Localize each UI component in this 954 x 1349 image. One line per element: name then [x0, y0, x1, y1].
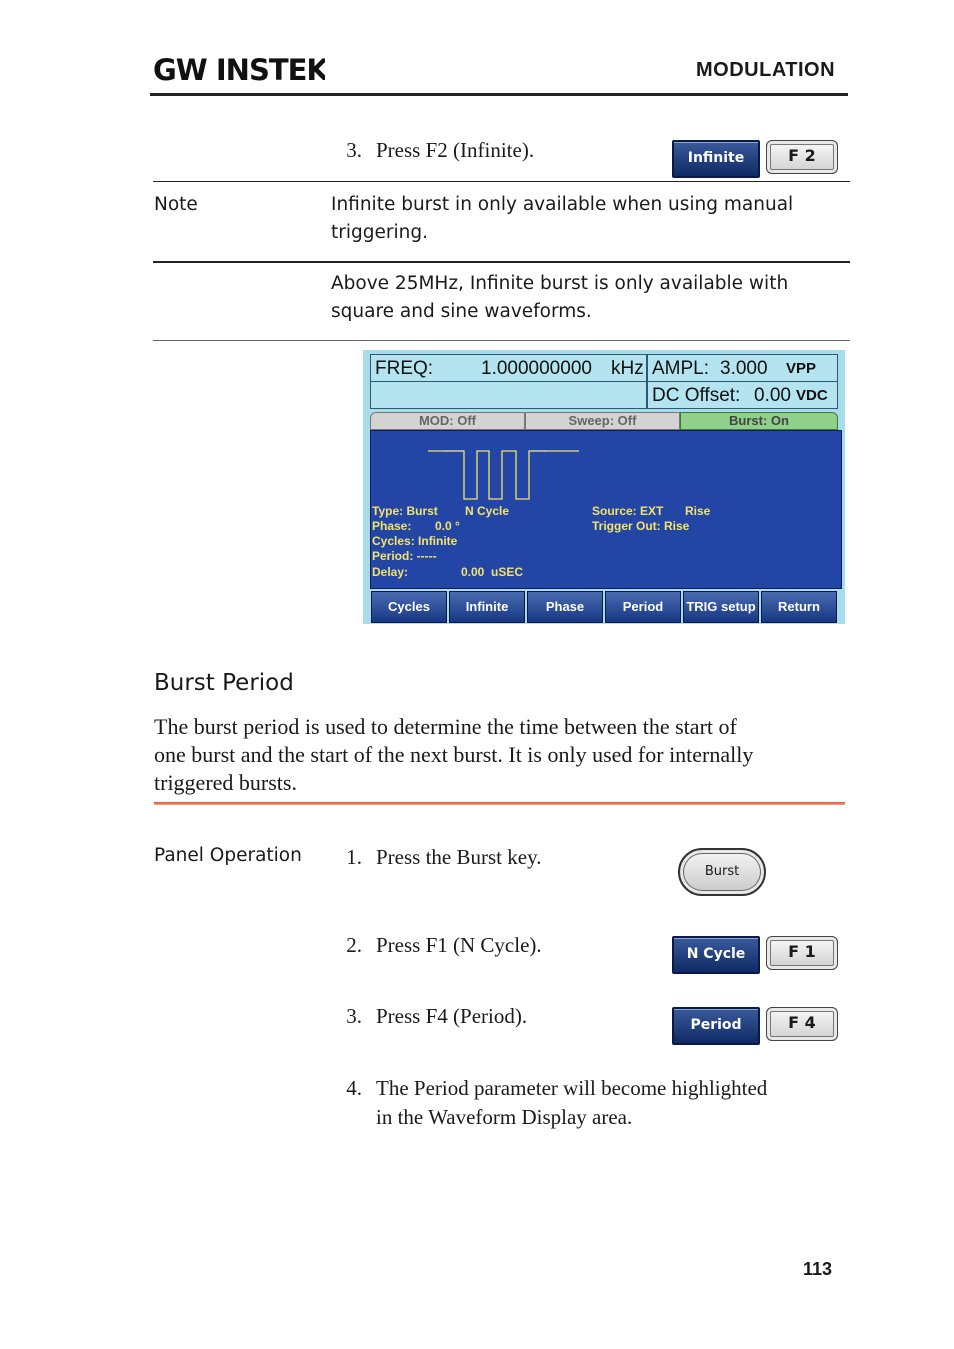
divider — [153, 181, 850, 182]
info-type: Type: Burst — [372, 504, 438, 518]
note-line: Infinite burst in only available when using manual — [331, 194, 794, 215]
info-rise: Rise — [685, 504, 711, 518]
section-rule — [154, 802, 845, 805]
section-header: MODULATION — [696, 59, 836, 81]
panel-label: Panel Operation — [154, 845, 302, 866]
step-number: 2. — [346, 933, 362, 957]
step-text: Press F4 (Period). — [376, 1004, 528, 1028]
info-source: Source: EXT — [592, 504, 664, 518]
screen-softkey-trig-setup[interactable]: TRIG setup — [683, 591, 759, 623]
step-text: Press F1 (N Cycle). — [376, 933, 542, 957]
brand-logo — [153, 54, 325, 84]
note-label: Note — [154, 194, 198, 215]
dc-value: 0.00 — [754, 385, 791, 406]
f1-key[interactable]: F 1 — [766, 936, 838, 970]
freq-unit: kHz — [611, 358, 644, 379]
period-softkey[interactable]: Period — [672, 1007, 760, 1045]
dc-offset-cell — [647, 381, 838, 409]
section-title: Burst Period — [154, 670, 294, 696]
f2-key[interactable]: F 2 — [766, 140, 838, 174]
screen-softkey-cycles[interactable]: Cycles — [371, 591, 447, 623]
step-number: 3. — [346, 1004, 362, 1028]
info-cycles: Cycles: Infinite — [372, 534, 458, 548]
f4-key[interactable]: F 4 — [766, 1007, 838, 1041]
logo-text: GW INSTEK — [153, 54, 325, 84]
step-text: in the Waveform Display area. — [376, 1105, 633, 1129]
ampl-label: AMPL: — [652, 358, 710, 379]
freq-label: FREQ: — [375, 358, 434, 379]
info-delay: Delay: — [372, 565, 409, 579]
ncycle-softkey[interactable]: N Cycle — [672, 936, 760, 974]
screen-softkey-period[interactable]: Period — [605, 591, 681, 623]
step-text: Press the Burst key. — [376, 845, 542, 869]
info-period: Period: ----- — [372, 549, 437, 563]
burst-key[interactable]: Burst — [678, 848, 766, 896]
freq-sub-cell — [370, 381, 647, 409]
freq-value: 1.000000000 — [481, 358, 592, 379]
tab-burst[interactable]: Burst: On — [680, 412, 838, 430]
info-ncycle: N Cycle — [465, 504, 510, 518]
ampl-unit: VPP — [786, 360, 817, 377]
info-delay-value: 0.00 uSEC — [461, 565, 524, 579]
note-line: square and sine waveforms. — [331, 301, 592, 322]
info-phase-value: 0.0 ° — [435, 519, 460, 533]
note-line: triggering. — [331, 222, 428, 243]
ampl-cell — [647, 354, 838, 382]
paragraph-line: triggered bursts. — [154, 770, 297, 795]
freq-cell — [370, 354, 647, 382]
ampl-value: 3.000 — [720, 358, 768, 379]
paragraph-line: one burst and the start of the next burst. It is only used for internally — [154, 742, 754, 767]
info-phase: Phase: — [372, 519, 412, 533]
dc-unit: VDC — [796, 387, 828, 404]
paragraph-line: The burst period is used to determine the time between the start of — [154, 714, 737, 739]
note-line: Above 25MHz, Infinite burst is only available with — [331, 273, 789, 294]
screen-softkey-phase[interactable]: Phase — [527, 591, 603, 623]
tab-mod[interactable]: MOD: Off — [370, 412, 525, 430]
step-text: The Period parameter will become highlighted — [376, 1076, 768, 1100]
infinite-softkey[interactable]: Infinite — [672, 140, 760, 178]
dc-label: DC Offset: — [652, 385, 741, 406]
step-number: 3. — [346, 138, 362, 162]
screen-softkey-return[interactable]: Return — [761, 591, 837, 623]
divider — [153, 340, 850, 341]
step-text: Press F2 (Infinite). — [376, 138, 535, 162]
page-number: 113 — [803, 1259, 833, 1279]
instrument-screen — [363, 350, 845, 624]
tab-sweep[interactable]: Sweep: Off — [525, 412, 680, 430]
step-number: 4. — [346, 1076, 362, 1100]
divider — [153, 261, 850, 263]
screen-softkey-infinite[interactable]: Infinite — [449, 591, 525, 623]
info-trigger-out: Trigger Out: Rise — [592, 519, 690, 533]
header-rule — [150, 93, 848, 96]
waveform-display — [370, 430, 842, 589]
step-number: 1. — [346, 845, 362, 869]
